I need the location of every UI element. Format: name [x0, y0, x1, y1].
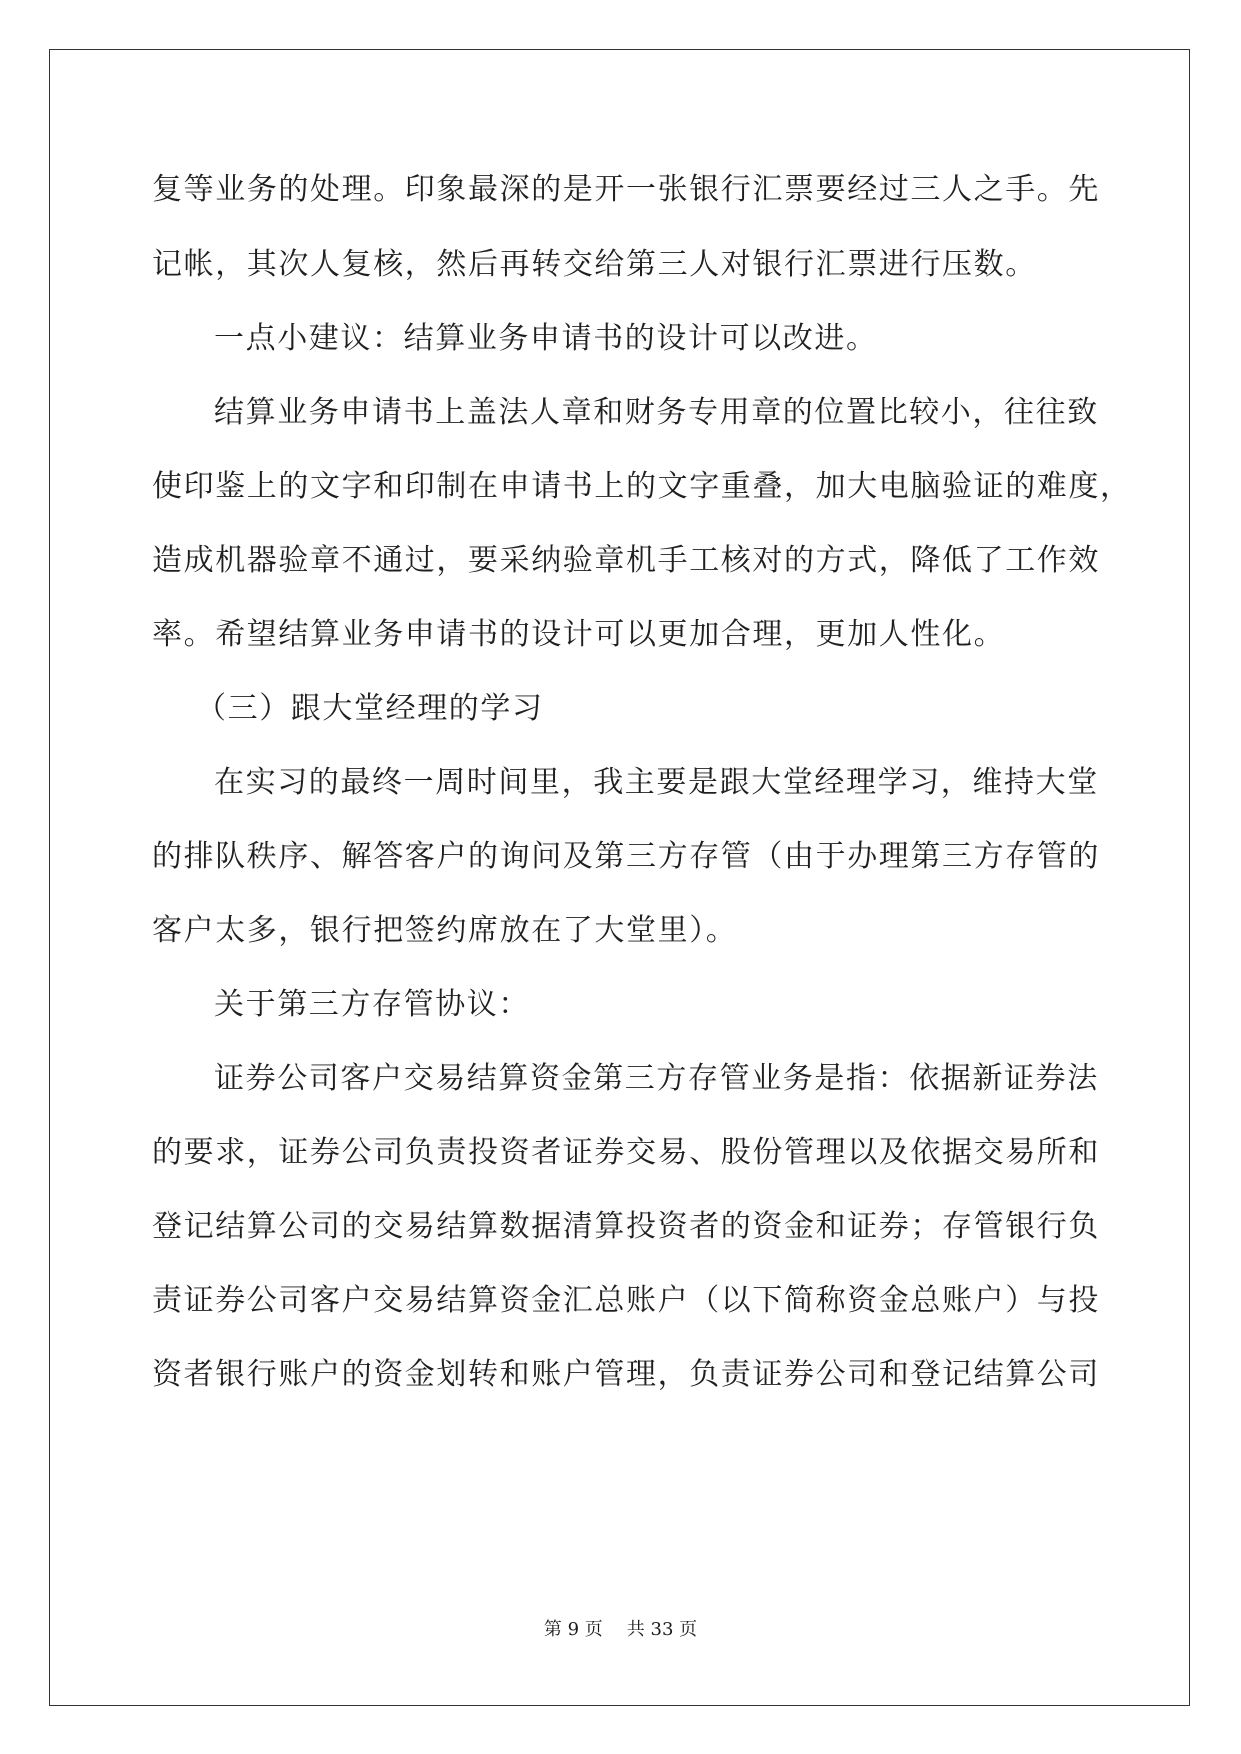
text-line: 结算业务申请书上盖法人章和财务专用章的位置比较小，往往致	[214, 395, 1099, 430]
text-line: 资者银行账户的资金划转和账户管理，负责证券公司和登记结算公司	[152, 1357, 1100, 1392]
text-line: 关于第三方存管协议：	[214, 987, 530, 1022]
text-line: 一点小建议：结算业务申请书的设计可以改进。	[214, 321, 878, 356]
text-line: 记帐，其次人复核，然后再转交给第三人对银行汇票进行压数。	[152, 247, 1037, 282]
text-line: 的排队秩序、解答客户的询问及第三方存管（由于办理第三方存管的	[152, 839, 1100, 874]
text-line: 复等业务的处理。印象最深的是开一张银行汇票要经过三人之手。先	[152, 172, 1100, 207]
page-total: 共 33 页	[626, 1619, 698, 1640]
page-border	[49, 49, 1190, 1706]
text-line: 责证券公司客户交易结算资金汇总账户（以下简称资金总账户）与投	[152, 1283, 1100, 1318]
text-line: 率。希望结算业务申请书的设计可以更加合理，更加人性化。	[152, 617, 1006, 652]
section-heading: （三）跟大堂经理的学习	[196, 691, 544, 726]
page-footer	[0, 1615, 1241, 1641]
text-line: 客户太多，银行把签约席放在了大堂里）。	[152, 913, 738, 948]
text-line: 在实习的最终一周时间里，我主要是跟大堂经理学习，维持大堂	[214, 765, 1099, 800]
text-line: 登记结算公司的交易结算数据清算投资者的资金和证券；存管银行负	[152, 1209, 1100, 1244]
text-line: 证券公司客户交易结算资金第三方存管业务是指：依据新证券法	[214, 1061, 1099, 1096]
page-number: 第 9 页	[543, 1619, 603, 1640]
text-line: 造成机器验章不通过，要采纳验章机手工核对的方式，降低了工作效	[152, 543, 1100, 578]
text-line: 使印鉴上的文字和印制在申请书上的文字重叠，加大电脑验证的难度，	[152, 469, 1132, 504]
text-line: 的要求，证券公司负责投资者证券交易、股份管理以及依据交易所和	[152, 1135, 1100, 1170]
